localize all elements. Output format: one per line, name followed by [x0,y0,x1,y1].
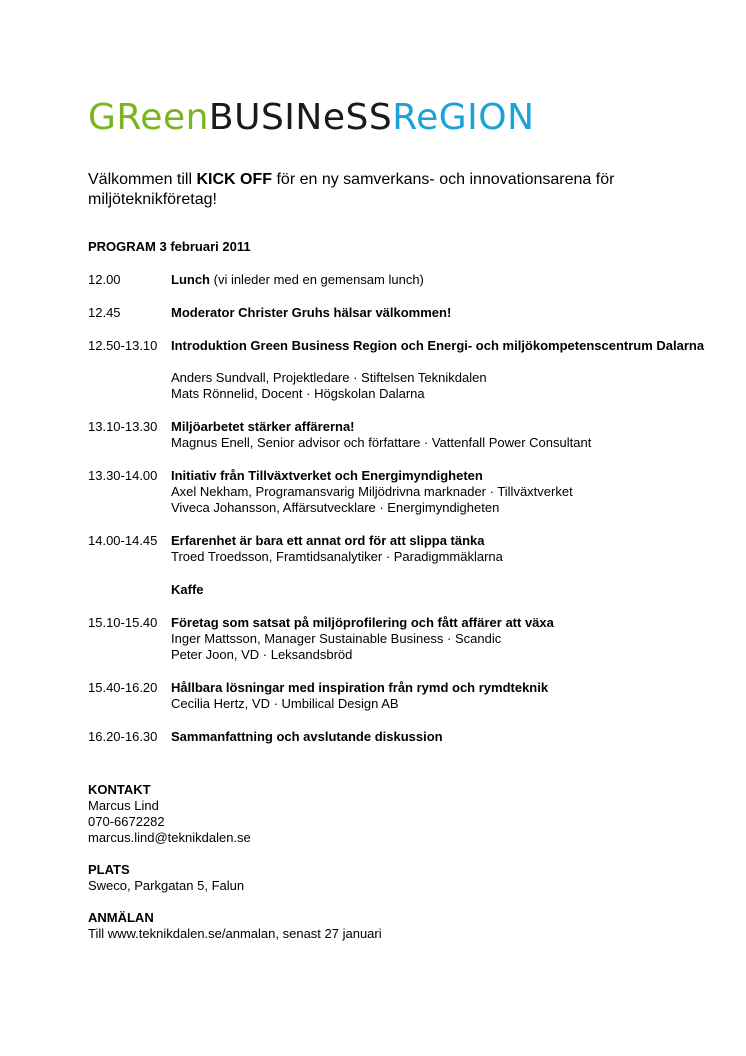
place-block [88,862,382,894]
agenda-title-line [171,305,708,321]
speaker-line: Troed Troedsson, Framtidsanalytiker · Paradigmmäklarna [171,549,503,564]
agenda-title: Introduktion Green Business Region och Energi- och miljökompetenscentrum Dalarna [171,338,705,353]
agenda-content [171,468,708,516]
agenda-speakers [171,370,708,402]
agenda-content [171,615,708,663]
agenda-content [171,338,708,402]
agenda-time: 15.10-15.40 [88,615,158,630]
logo-green: GReen [88,97,209,138]
agenda-row [88,272,708,288]
agenda-row [88,419,708,451]
agenda-title-line [171,338,708,354]
speaker-line: Axel Nekham, Programansvarig Miljödrivna marknader · Tillväxtverket [171,484,573,499]
speaker-line: Viveca Johansson, Affärsutvecklare · Energimyndigheten [171,500,500,515]
agenda-time: 15.40-16.20 [88,680,158,695]
place-text: Sweco, Parkgatan 5, Falun [88,878,245,893]
agenda-title: Hållbara lösningar med inspiration från rymd och rymdteknik [171,680,549,695]
agenda-title-line [171,729,708,745]
agenda-time: 16.20-16.30 [88,729,158,744]
agenda-title-line [171,680,708,696]
agenda-title-line [171,615,708,631]
agenda-title: Miljöarbetet stärker affärerna! [171,419,355,434]
place-heading: PLATS [88,862,130,877]
registration-text: Till www.teknikdalen.se/anmalan, senast 27 januari [88,926,382,941]
contact-section [88,782,382,958]
logo-business: BUSINeSS [208,97,393,138]
agenda-time: 13.30-14.00 [88,468,158,483]
agenda-title-line [171,533,708,549]
program-title: PROGRAM 3 februari 2011 [88,239,251,254]
intro-text: Välkommen till KICK OFF för en ny samverkans- och innovationsarena för miljöteknikföretag! [88,171,615,208]
agenda-title-line [171,468,708,484]
agenda-time: 14.00-14.45 [88,533,158,548]
green-business-region-logo [88,96,535,140]
agenda-note: (vi inleder med en gemensam lunch) [210,272,424,287]
agenda-time: 12.00 [88,272,121,287]
speaker-line: Mats Rönnelid, Docent · Högskolan Dalarna [171,386,425,401]
agenda-time [88,582,171,598]
agenda-row [88,729,708,745]
agenda-row [88,582,708,598]
speaker-line: Magnus Enell, Senior advisor och författare · Vattenfall Power Consultant [171,435,592,450]
agenda-row [88,305,708,321]
agenda-speakers [171,484,708,516]
agenda-title: Moderator Christer Gruhs hälsar välkommen! [171,305,452,320]
agenda-content [171,305,708,321]
agenda-content [171,582,708,598]
agenda-speakers [171,435,708,451]
agenda-title: Lunch [171,272,210,287]
speaker-line: Peter Joon, VD · Leksandsbröd [171,647,353,662]
agenda-content [171,533,708,565]
agenda-title: Kaffe [171,582,204,597]
agenda-speakers [171,549,708,565]
contact-block [88,782,382,846]
speaker-line: Inger Mattsson, Manager Sustainable Business · Scandic [171,631,502,646]
agenda-title: Sammanfattning och avslutande diskussion [171,729,443,744]
agenda-speakers [171,696,708,712]
registration-heading: ANMÄLAN [88,910,154,925]
agenda-speakers [171,631,708,663]
contact-heading: KONTAKT [88,782,151,797]
agenda-title: Erfarenhet är bara ett annat ord för att slippa tänka [171,533,485,548]
agenda-row [88,615,708,663]
agenda-row [88,533,708,565]
agenda-row [88,468,708,516]
agenda-content [171,680,708,712]
agenda [88,272,708,762]
agenda-content [171,419,708,451]
agenda-row [88,338,708,402]
agenda-row [88,680,708,712]
agenda-title: Initiativ från Tillväxtverket och Energimyndigheten [171,468,483,483]
agenda-title-line [171,419,708,435]
agenda-content [171,272,708,288]
agenda-title-line [171,272,708,288]
agenda-time: 12.50-13.10 [88,338,158,353]
contact-phone: 070-6672282 [88,814,165,829]
registration-block [88,910,382,942]
speaker-line: Anders Sundvall, Projektledare · Stiftelsen Teknikdalen [171,370,487,385]
contact-name: Marcus Lind [88,798,159,813]
logo-region: ReGION [392,97,535,138]
speaker-line: Cecilia Hertz, VD · Umbilical Design AB [171,696,399,711]
agenda-title-line [171,582,708,598]
agenda-title: Företag som satsat på miljöprofilering och fått affärer att växa [171,615,554,630]
contact-email[interactable]: marcus.lind@teknikdalen.se [88,830,251,845]
agenda-content [171,729,708,745]
agenda-time: 13.10-13.30 [88,419,158,434]
agenda-time: 12.45 [88,305,121,320]
kick-off-emphasis: KICK OFF [196,171,273,188]
